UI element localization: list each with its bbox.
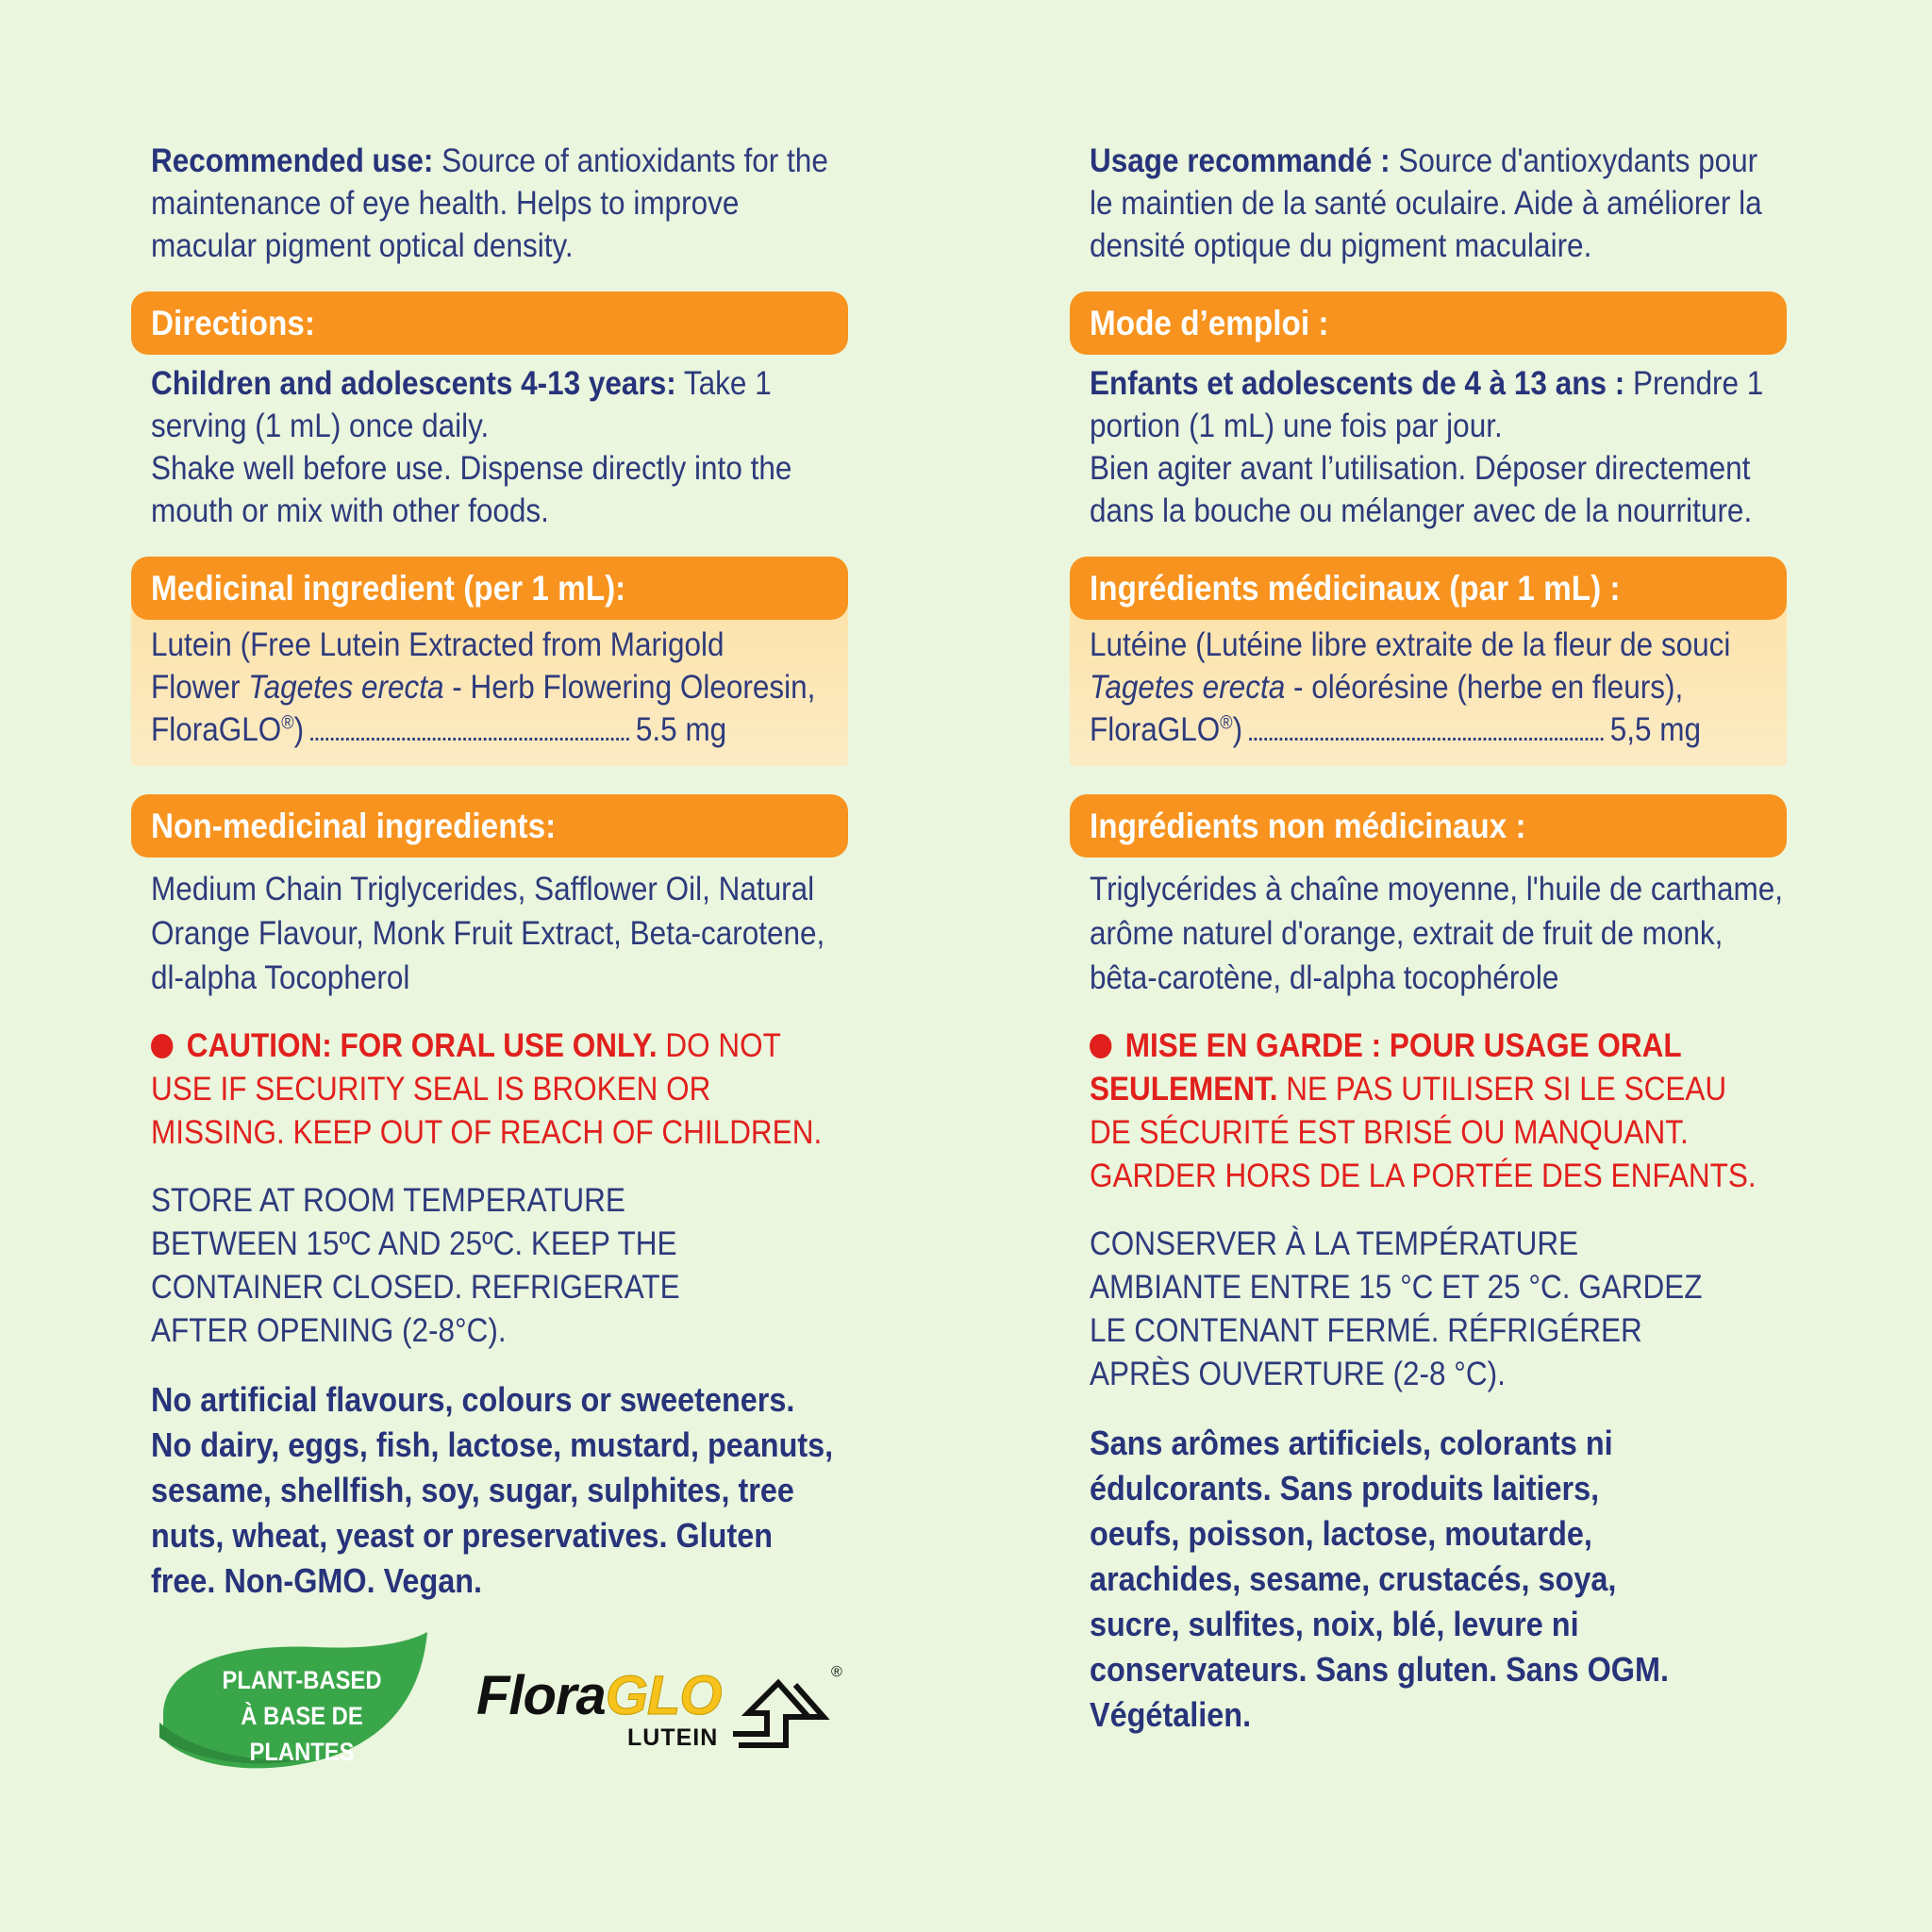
- species-name: Tagetes erecta: [248, 669, 444, 706]
- logos-row: [156, 1626, 854, 1777]
- allergen-text: No artificial flavours, colours or sweeteners. No dairy, eggs, fish, lactose, mustard, peanuts, sesame, shellfish, soy, sugar, sulphites, tree nuts, wheat, yeast or preservatives. Gluten free. Non-GMO. Vegan.: [151, 1380, 834, 1600]
- sans-allergenes-text: Sans arômes artificiels, colorants ni édulcorants. Sans produits laitiers, oeufs, poisson, lactose, moutarde, arachides, sesame, crustacés, soya, sucre, sulfites, noix, blé, levure ni conservateurs. Sans gluten. Sans OGM. Végétalien.: [1090, 1424, 1669, 1734]
- caution-text: [151, 1024, 830, 1155]
- medicinal-fr-line-2: Tagetes erecta - oléorésine (herbe en fleurs),: [1090, 669, 1684, 706]
- plant-based-label: PLANT-BASED À BASE DE PLANTES: [222, 1666, 382, 1766]
- ingredients-medicinaux-box: [1070, 603, 1787, 766]
- storage-text: STORE AT ROOM TEMPERATURE BETWEEN 15ºC AND 25ºC. KEEP THE CONTAINER CLOSED. REFRIGERATE AFTER OPENING (2-8°C).: [151, 1182, 680, 1349]
- floraglo-logo: [476, 1664, 854, 1758]
- mode-emploi-age: Enfants et adolescents de 4 à 13 ans :: [1090, 365, 1625, 402]
- medicinal-fr-line-3: FloraGLO®) 5,5 mg: [1090, 708, 1701, 751]
- directions-header: Directions:: [131, 291, 848, 355]
- mise-en-garde-text: [1090, 1024, 1769, 1198]
- medicinal-ingredient-header: Medicinal ingredient (per 1 mL):: [131, 557, 848, 620]
- medicinal-fr-amount: 5,5 mg: [1609, 711, 1701, 748]
- usage-recommande: [1090, 140, 1786, 267]
- mode-emploi-dose: Prendre 1 portion (1 mL) une fois par jour.: [1090, 365, 1764, 444]
- mise-en-garde-heading: MISE EN GARDE : POUR USAGE ORAL SEULEMENT.: [1090, 1027, 1682, 1108]
- caution-body: DO NOT USE IF SECURITY SEAL IS BROKEN OR MISSING. KEEP OUT OF REACH OF CHILDREN.: [151, 1027, 823, 1151]
- floraglo-flora: Flora: [476, 1665, 606, 1726]
- species-name-fr: Tagetes erecta: [1090, 669, 1286, 706]
- english-column: [131, 140, 848, 1604]
- directions-shake: Shake well before use. Dispense directly into the mouth or mix with other foods.: [151, 450, 792, 529]
- ingredients-medicinaux-header: Ingrédients médicinaux (par 1 mL) :: [1070, 557, 1787, 620]
- mode-emploi-header: Mode d’emploi :: [1070, 291, 1787, 355]
- caution-bullet-icon: [151, 1034, 173, 1058]
- floraglo-arrow-icon: [729, 1670, 833, 1755]
- mise-en-garde-body: NE PAS UTILISER SI LE SCEAU DE SÉCURITÉ EST BRISÉ OU MANQUANT. GARDER HORS DE LA PORTÉE DES ENFANTS.: [1090, 1071, 1757, 1194]
- ingredients-non-medicinaux-header: Ingrédients non médicinaux :: [1070, 794, 1787, 858]
- french-column: [1070, 140, 1787, 1738]
- recommended-use-label: Recommended use:: [151, 142, 434, 179]
- directions-age: Children and adolescents 4-13 years:: [151, 365, 676, 402]
- floraglo-glo: GLO: [605, 1665, 722, 1726]
- conserver-text: CONSERVER À LA TEMPÉRATURE AMBIANTE ENTRE 15 °C ET 25 °C. GARDEZ LE CONTENANT FERMÉ. RÉFRIGÉRER APRÈS OUVERTURE (2-8 °C).: [1090, 1225, 1703, 1392]
- medicinal-ingredient-box: [131, 603, 848, 766]
- registered-mark: ®: [831, 1664, 842, 1680]
- floraglo-lutein: LUTEIN: [627, 1724, 719, 1751]
- recommended-use-text: Source of antioxidants for the maintenance of eye health. Helps to improve macular pigment optical density.: [151, 142, 828, 264]
- usage-recommande-label: Usage recommandé :: [1090, 142, 1391, 179]
- dot-leader-fr: [1249, 738, 1603, 741]
- medicinal-line-1: Lutein (Free Lutein Extracted from Marigold: [151, 626, 724, 663]
- medicinal-fr-line-1: Lutéine (Lutéine libre extraite de la fleur de souci: [1090, 626, 1731, 663]
- ingredients-non-medicinaux-text: Triglycérides à chaîne moyenne, l'huile de carthame, arôme naturel d'orange, extrait de fruit de monk, bêta-carotène, dl-alpha tocophérole: [1090, 871, 1783, 996]
- mode-emploi-shake: Bien agiter avant l’utilisation. Déposer directement dans la bouche ou mélanger avec de la nourriture.: [1090, 450, 1753, 529]
- non-medicinal-header: Non-medicinal ingredients:: [131, 794, 848, 858]
- recommended-use: [151, 140, 830, 267]
- mode-emploi-text: [1090, 362, 1769, 532]
- medicinal-amount: 5.5 mg: [635, 711, 727, 748]
- dot-leader: [310, 738, 628, 741]
- medicinal-line-3: FloraGLO®) 5.5 mg: [151, 708, 726, 751]
- usage-recommande-text: Source d'antioxydants pour le maintien de la santé oculaire. Aide à améliorer la densité optique du pigment maculaire.: [1090, 142, 1762, 264]
- directions-dose: Take 1 serving (1 mL) once daily.: [151, 365, 772, 444]
- directions-text: [151, 362, 830, 532]
- caution-heading: CAUTION: FOR ORAL USE ONLY.: [186, 1027, 658, 1064]
- non-medicinal-text: Medium Chain Triglycerides, Safflower Oil, Natural Orange Flavour, Monk Fruit Extract, Beta-carotene, dl-alpha Tocopherol: [151, 871, 825, 996]
- mise-en-garde-bullet-icon: [1090, 1034, 1111, 1058]
- medicinal-line-2: Flower Tagetes erecta - Herb Flowering Oleoresin,: [151, 669, 816, 706]
